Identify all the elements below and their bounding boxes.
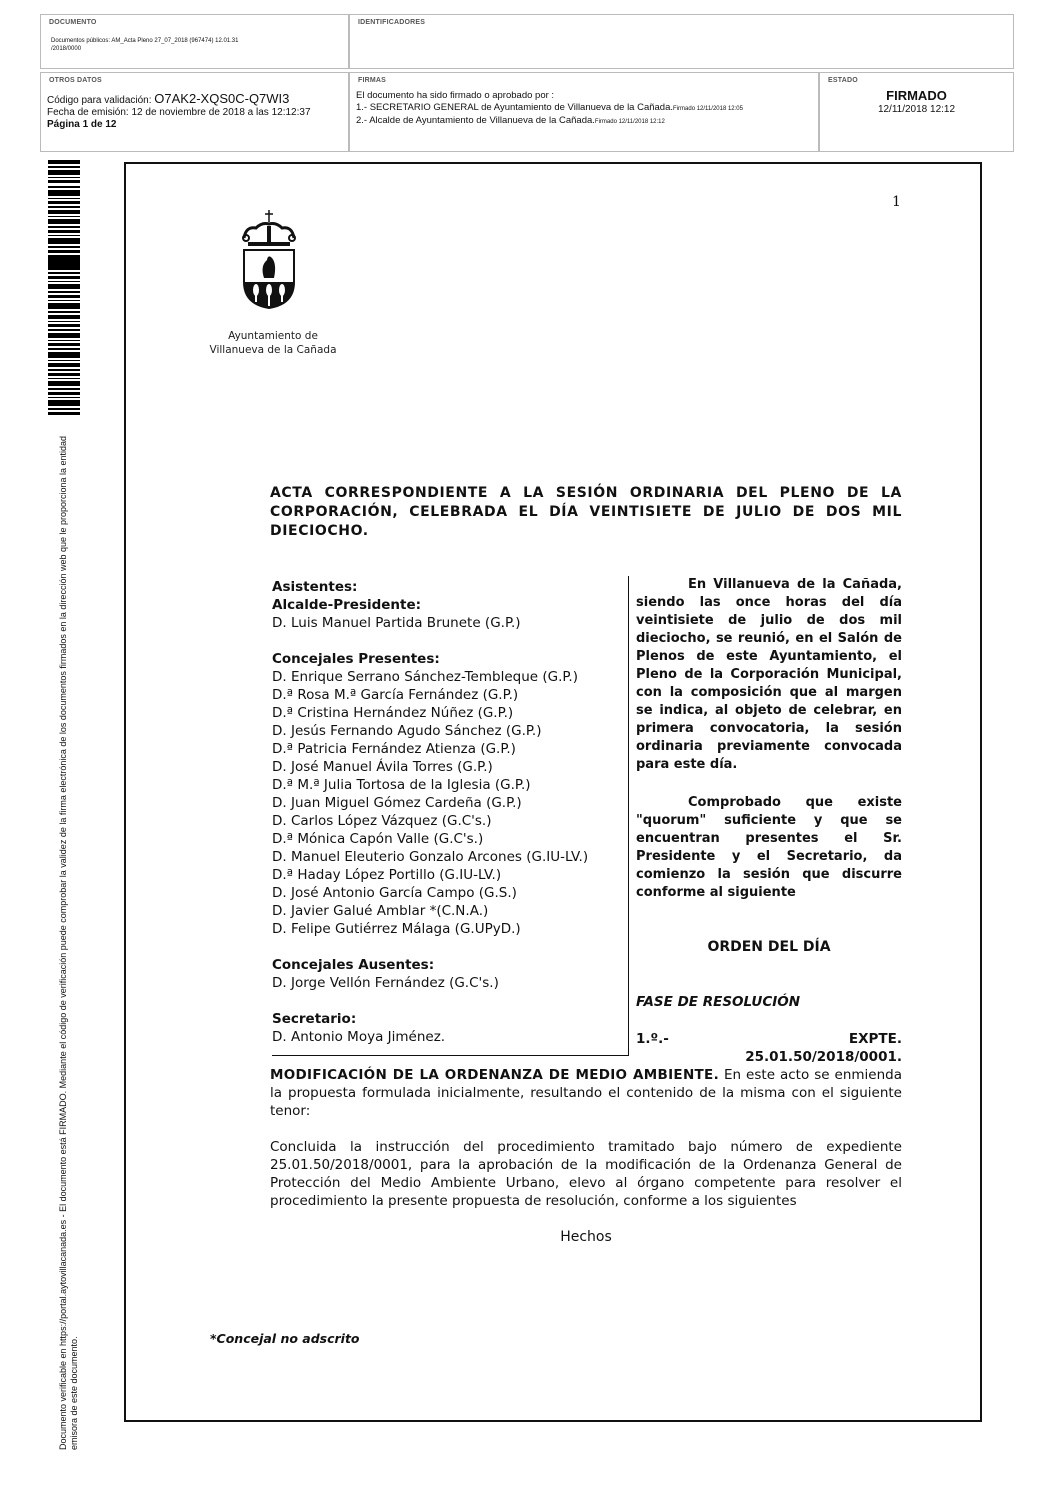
firmas-box <box>349 72 819 152</box>
coat-of-arms-logo <box>234 208 304 318</box>
agenda-item-title: MODIFICACIÓN DE LA ORDENANZA DE MEDIO AMBIENTE. <box>270 1067 720 1083</box>
alcalde-heading: Alcalde-Presidente: <box>272 597 422 613</box>
otros-datos-box <box>40 72 349 152</box>
page-number: 1 <box>892 194 901 210</box>
page-count: Página 1 de 12 <box>47 119 117 130</box>
list-item: D. José Manuel Ávila Torres (G.P.) <box>272 759 493 775</box>
orden-del-dia-heading: ORDEN DEL DÍA <box>707 939 831 955</box>
fase-heading: FASE DE RESOLUCIÓN <box>636 994 801 1010</box>
list-item: D. Manuel Eleuterio Gonzalo Arcones (G.IU-LV.) <box>272 849 589 865</box>
column-divider-horizontal <box>272 1055 629 1056</box>
emission-date: Fecha de emisión: 12 de noviembre de 2018 a las 12:12:37 <box>47 107 311 118</box>
list-item: D. Javier Galué Amblar *(C.N.A.) <box>272 903 489 919</box>
firma-1: 1.- SECRETARIO GENERAL de Ayuntamiento de Villanueva de la Cañada.Firmado 12/11/2018 12:05 <box>356 101 743 113</box>
agenda-item-paragraph: MODIFICACIÓN DE LA ORDENANZA DE MEDIO AMBIENTE. En este acto se enmienda la propuesta formulada inicialmente, resultando el contenido de la misma con el siguiente tenor: <box>270 1067 902 1119</box>
expte-label: EXPTE. <box>848 1031 902 1047</box>
firmas-label: FIRMAS <box>358 77 387 84</box>
barcode <box>48 160 80 415</box>
documento-ref: Documentos públicos: AM_Acta Pleno 27_07_2018 (967474) 12.01.31 /2018/0000 <box>51 38 239 52</box>
list-item: D.ª Patricia Fernández Atienza (G.P.) <box>272 741 516 757</box>
expte-number: 25.01.50/2018/0001. <box>745 1049 902 1065</box>
conclusion-paragraph: Concluida la instrucción del procedimiento tramitado bajo número de expediente 25.01.50/2018/0001, para la aprobación de la modificación de la Ordenanza General de Protección del Medio Ambiente Urbano, elevo al órgano competente para resolver el procedimiento la presente propuesta de resolución, conforme a los siguientes <box>270 1139 902 1209</box>
identificadores-label: IDENTIFICADORES <box>358 19 426 26</box>
ausente-name: D. Jorge Vellón Fernández (G.C's.) <box>272 975 499 991</box>
firmas-content: El documento ha sido firmado o aprobado por : 1.- SECRETARIO GENERAL de Ayuntamiento de Villanueva de la Cañada.Firmado 12/11/2018 12:05 2.- Alcalde de Ayuntamiento de Villanueva de la Cañada.Firmado 12/11/2018 12:12 <box>356 90 743 129</box>
secretario-heading: Secretario: <box>272 1011 357 1027</box>
list-item: D.ª Rosa M.ª García Fernández (G.P.) <box>272 687 519 703</box>
verification-side-text: Documento verificable en https://portal.aytovillacanada.es - El documento está FIRMADO. Mediante el código de verificación puede comprobar la validez de la firma electrónica de los documentos firmados en la dirección web que le proporciona la entidad emisora de este documento. <box>58 435 79 1450</box>
list-item: D. José Antonio García Campo (G.S.) <box>272 885 517 901</box>
alcalde-name: D. Luis Manuel Partida Brunete (G.P.) <box>272 615 521 631</box>
estado-value: FIRMADO <box>886 88 947 103</box>
hechos-heading: Hechos <box>560 1229 612 1245</box>
presentes-heading: Concejales Presentes: <box>272 651 440 667</box>
validation-code-row: Código para validación: O7AK2-XQS0C-Q7WI3 <box>47 91 290 106</box>
otros-datos-content <box>47 93 311 131</box>
estado-label: ESTADO <box>828 77 858 84</box>
logo-caption: Ayuntamiento de Villanueva de la Cañada <box>209 330 337 356</box>
list-item: D. Juan Miguel Gómez Cardeña (G.P.) <box>272 795 522 811</box>
list-item: D. Felipe Gutiérrez Málaga (G.UPyD.) <box>272 921 521 937</box>
page-title: ACTA CORRESPONDIENTE A LA SESIÓN ORDINARIA DEL PLENO DE LA CORPORACIÓN, CELEBRADA EL DÍA VEINTISIETE DE JULIO DE DOS MIL DIECIOCHO. <box>270 485 902 539</box>
validation-code[interactable]: O7AK2-XQS0C-Q7WI3 <box>154 91 290 106</box>
estado-date: 12/11/2018 12:12 <box>877 104 956 115</box>
quorum-paragraph: Comprobado que existe "quorum" suficiente y que se encuentran presentes el Sr. Presidente y el Secretario, da comienzo la sesión que discurre conforme al siguiente <box>636 795 902 900</box>
firma-2: 2.- Alcalde de Ayuntamiento de Villanueva de la Cañada.Firmado 12/11/2018 12:12 <box>356 115 665 126</box>
list-item: D.ª Cristina Hernández Núñez (G.P.) <box>272 705 514 721</box>
otros-datos-label: OTROS DATOS <box>49 77 102 84</box>
list-item: D.ª Haday López Portillo (G.IU-LV.) <box>272 867 502 883</box>
list-item: D. Enrique Serrano Sánchez-Tembleque (G.P.) <box>272 669 578 685</box>
column-divider-vertical <box>628 576 629 1056</box>
secretario-name: D. Antonio Moya Jiménez. <box>272 1029 446 1045</box>
ausentes-heading: Concejales Ausentes: <box>272 957 435 973</box>
footnote: *Concejal no adscrito <box>210 1331 360 1346</box>
list-item: D.ª M.ª Julia Tortosa de la Iglesia (G.P.) <box>272 777 531 793</box>
attendees-list <box>272 578 632 1046</box>
estado-box <box>819 72 1014 152</box>
list-item: D.ª Mónica Capón Valle (G.C's.) <box>272 831 484 847</box>
asistentes-heading: Asistentes: <box>272 579 358 595</box>
identificadores-box <box>349 14 1014 69</box>
presentes-list <box>272 668 632 938</box>
document-page <box>124 162 982 1422</box>
agenda-item-number: 1.º.- <box>636 1031 669 1047</box>
documento-label: DOCUMENTO <box>49 19 97 26</box>
session-opening-paragraph: En Villanueva de la Cañada, siendo las once horas del día veintisiete de julio de dos mil dieciocho, se reunió, en el Salón de Plenos de este Ayuntamiento, el Pleno de la Corporación Municipal, con la composición que al margen se indica, al objeto de celebrar, en primera convocatoria, la sesión ordinaria previamente convocada para este día. <box>636 577 902 772</box>
documento-box <box>40 14 349 69</box>
list-item: D. Carlos López Vázquez (G.C's.) <box>272 813 492 829</box>
list-item: D. Jesús Fernando Agudo Sánchez (G.P.) <box>272 723 542 739</box>
